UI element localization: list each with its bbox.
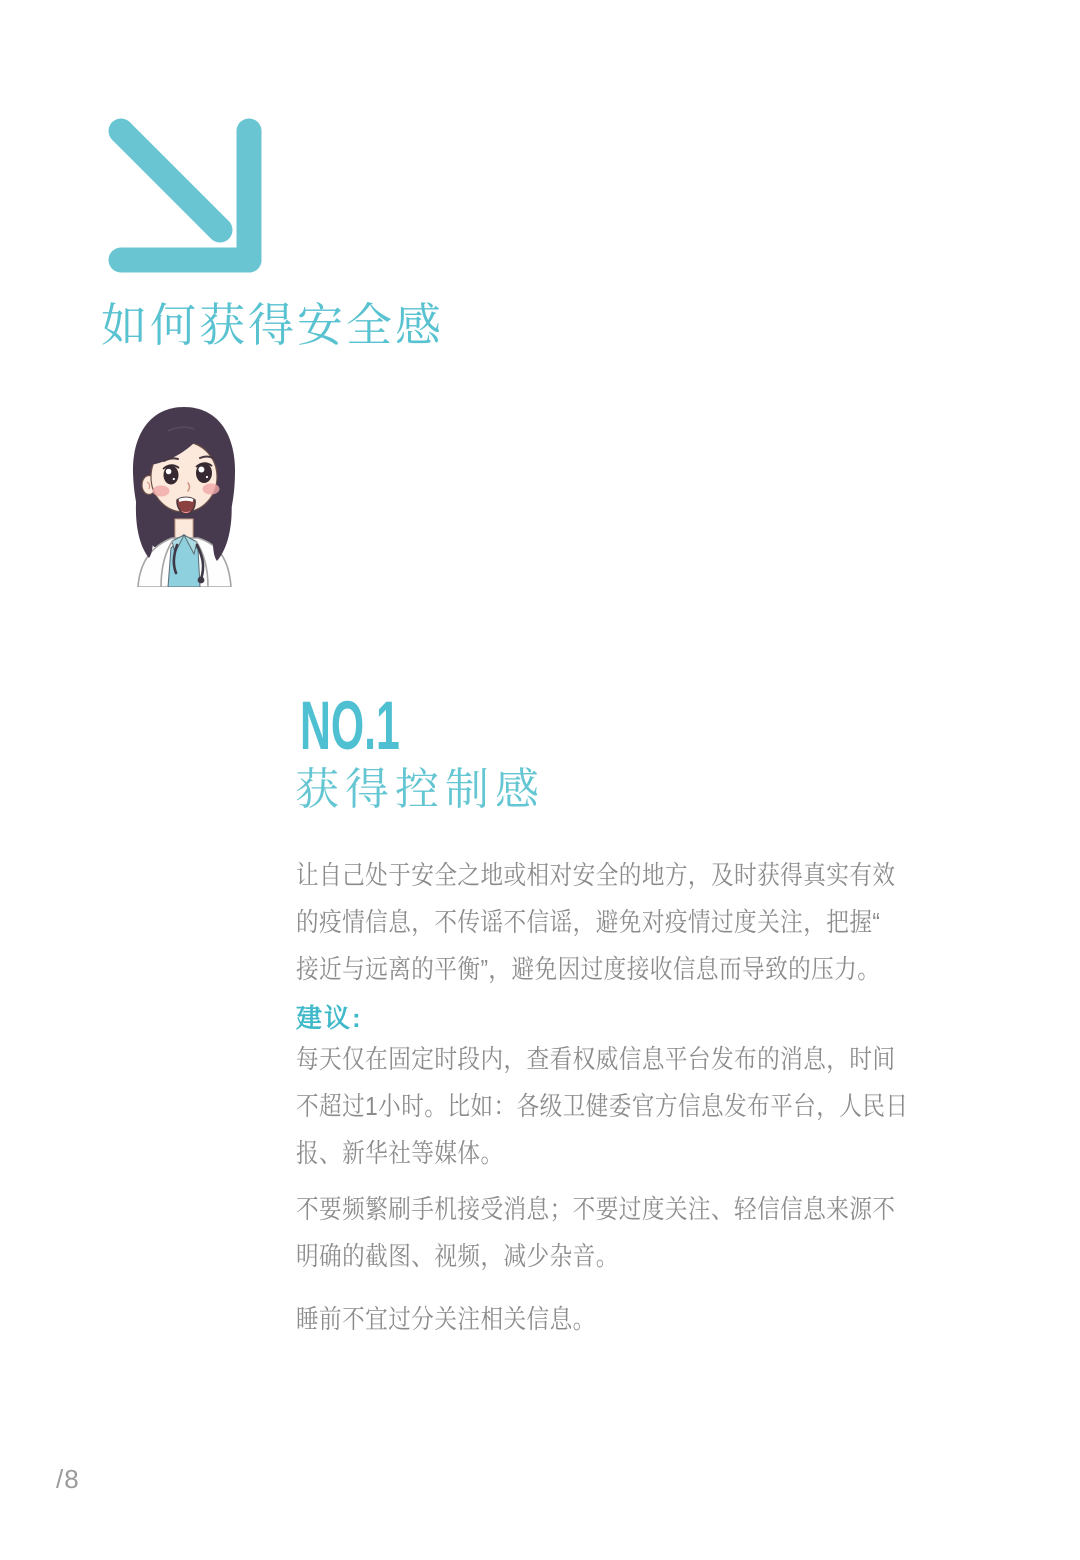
page-number: /8: [56, 1464, 80, 1494]
advice-paragraph-3: 睡前不宜过分关注相关信息。: [296, 1304, 596, 1334]
advice-paragraph-2: 不要频繁刷手机接受消息；不要过度关注、轻信信息来源不 明确的截图、视频，减少杂音。: [296, 1194, 896, 1271]
section-title: 获得控制感: [295, 765, 545, 814]
advice-label: 建议:: [296, 1003, 363, 1033]
arrow-down-right-icon: [104, 116, 262, 274]
doctor-illustration: [116, 401, 252, 587]
advice-paragraph-1: 每天仅在固定时段内，查看权威信息平台发布的消息，时间 不超过1小时。比如：各级卫健委官方信息发布平台，人民日 报、新华社等媒体。: [296, 1044, 909, 1168]
page-title: 如何获得安全感: [101, 299, 444, 351]
section-number: NO.1: [300, 687, 400, 764]
intro-paragraph: 让自己处于安全之地或相对安全的地方，及时获得真实有效 的疫情信息，不传谣不信谣，避免对疫情过度关注，把握“ 接近与远离的平衡”，避免因过度接收信息而导致的压力。: [296, 860, 896, 984]
